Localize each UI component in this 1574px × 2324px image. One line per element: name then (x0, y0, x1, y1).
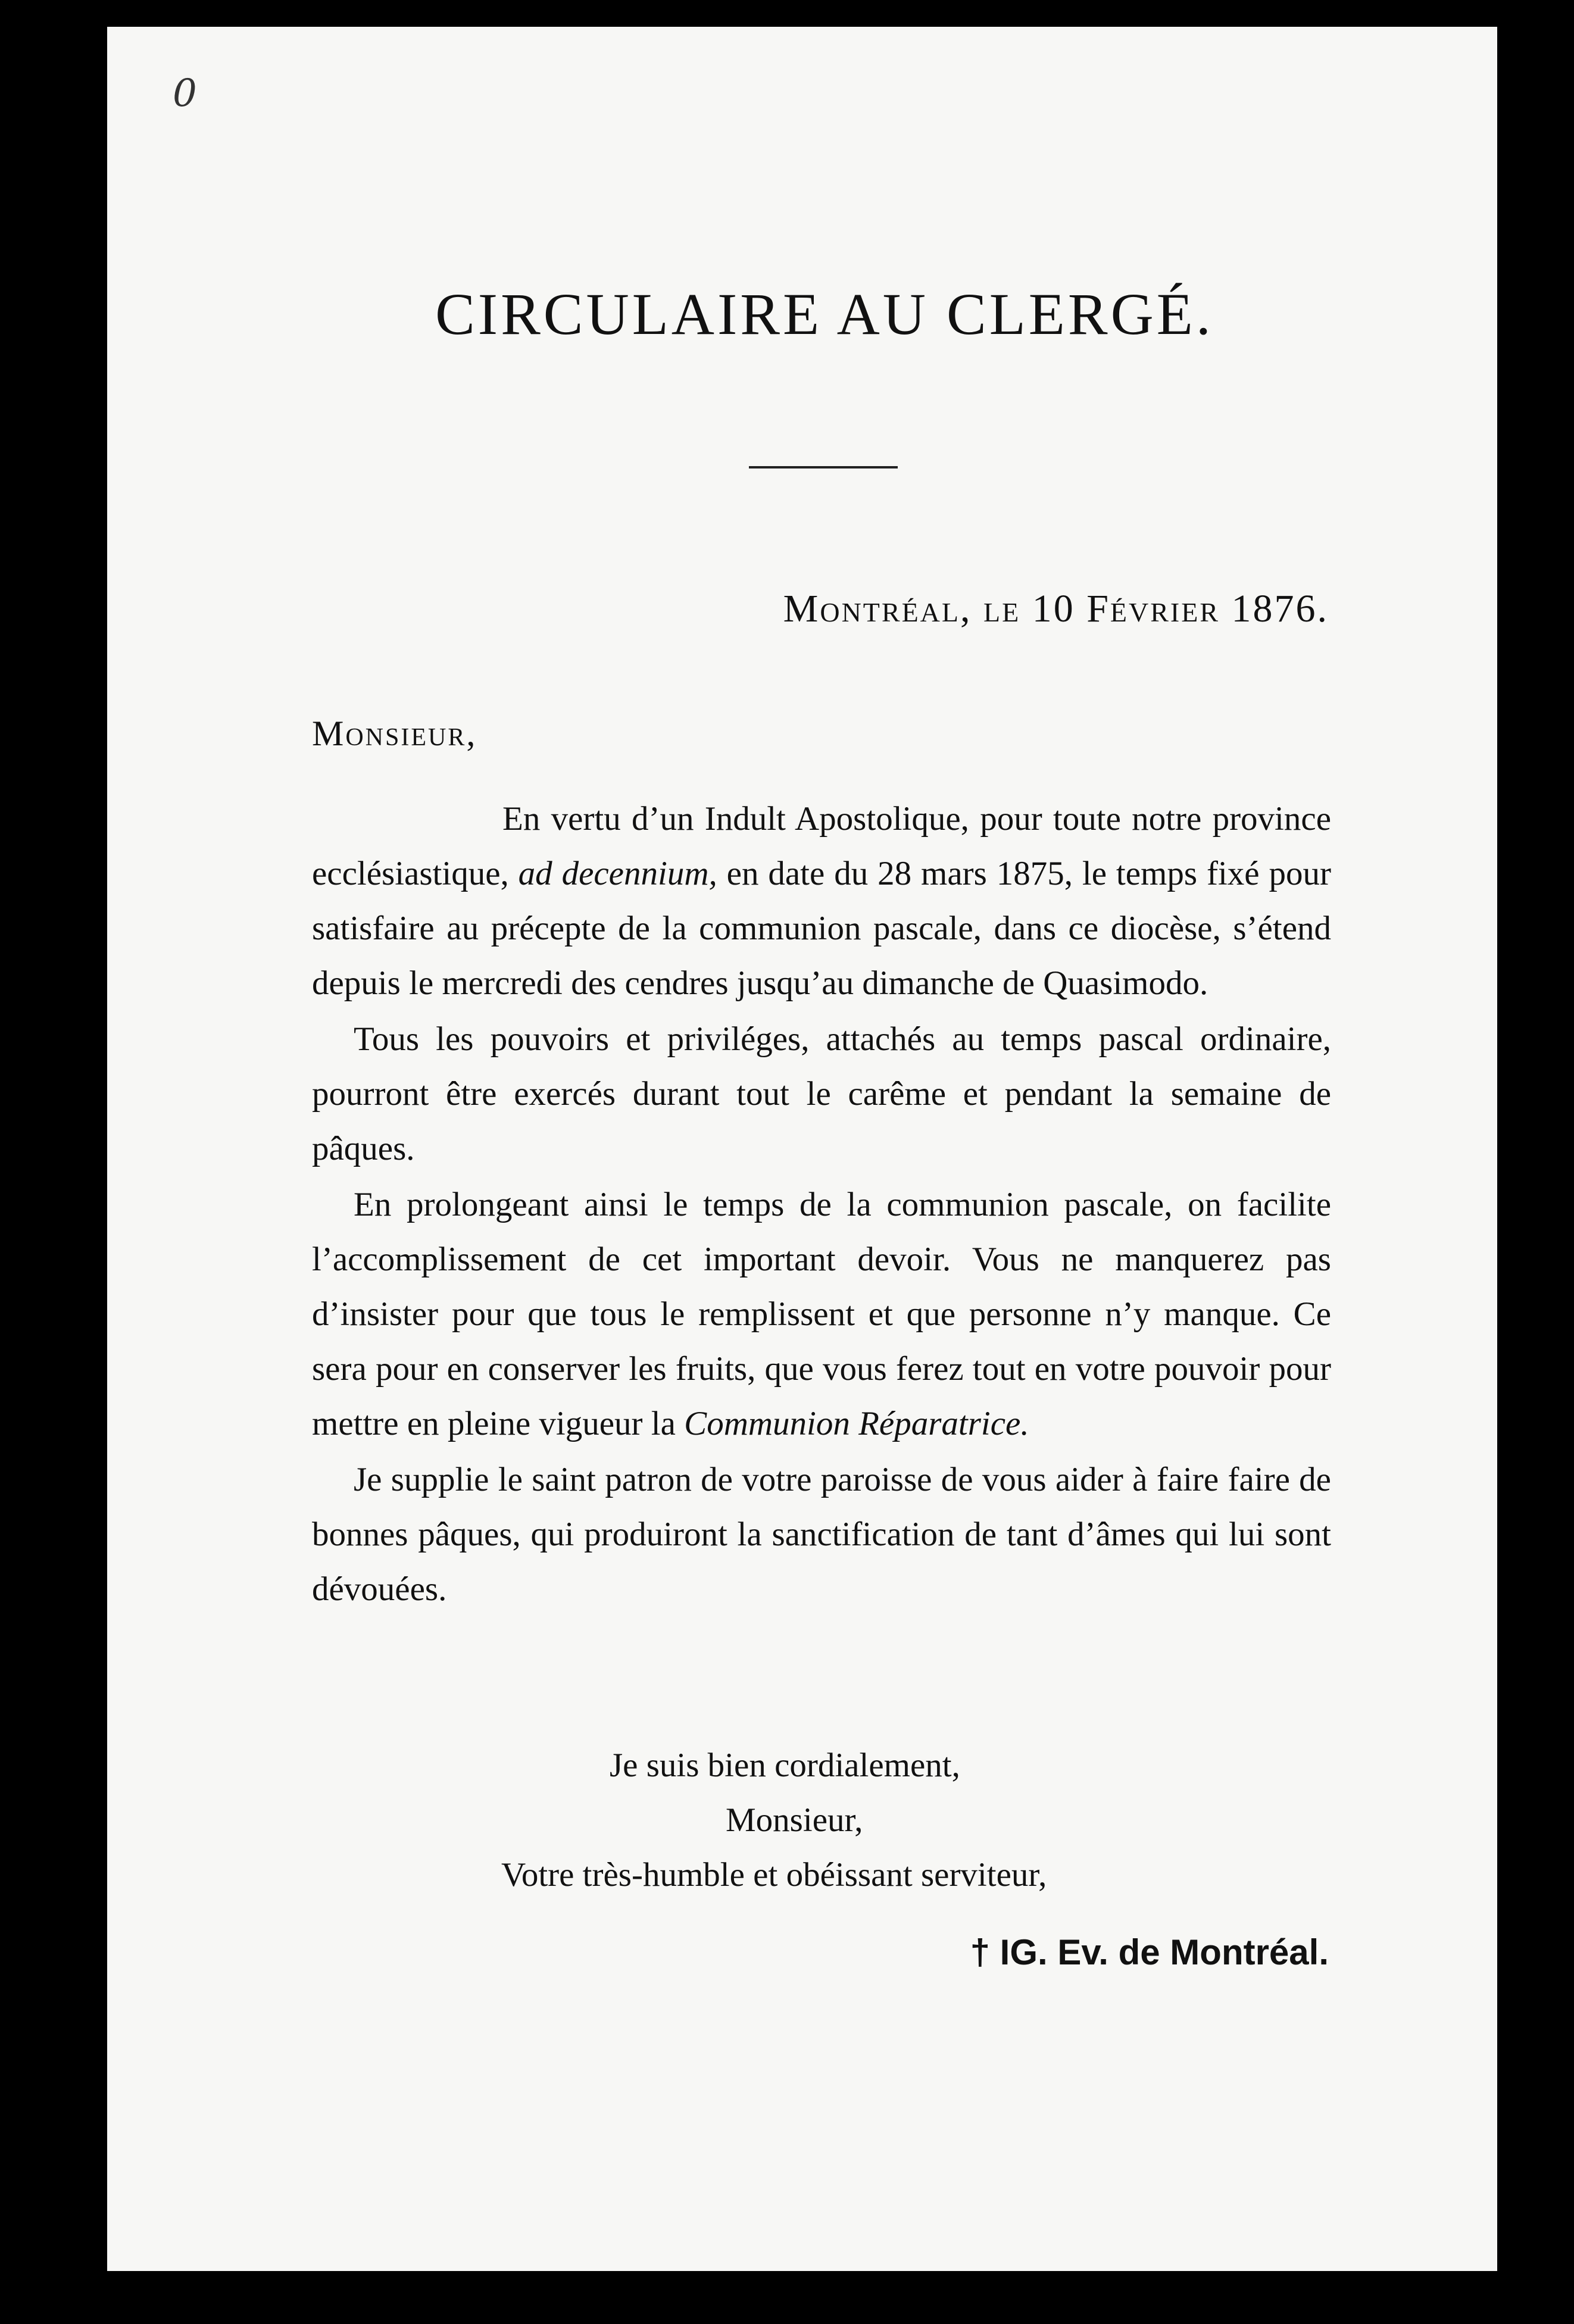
paragraph-text: en date du 28 mars 1875, le temps fixé pour satisfaire au précepte de la communion pascale, dans ce diocèse, s’étend depuis le mercredi des cendres jusqu’au dimanche de Quasimodo. (312, 855, 1331, 1002)
dateline: Montréal, le 10 Février 1876. (783, 587, 1329, 630)
communion-title: Communion Réparatrice. (684, 1405, 1029, 1442)
margin-mark: 0 (173, 71, 197, 115)
paragraph-supplie: Je supplie le saint patron de votre paroisse de vous aider à faire faire de bonnes pâques, qui produiront la sanctification de tant d’âmes qui lui sont dévouées. (312, 1461, 1331, 1608)
paragraph-text: En vertu d’un Indult Apostolique, pour toute notre province ecclésiastique, (312, 800, 1331, 892)
document-title: CIRCULAIRE AU CLERGÉ. (435, 281, 1214, 347)
paragraph-indult (312, 792, 1331, 1011)
closing-block (312, 1738, 1331, 1903)
latin-phrase: ad decennium, (518, 855, 717, 892)
paragraph-prolongeant (312, 1177, 1331, 1451)
closing-line: Je suis bien cordialement, (610, 1747, 960, 1784)
closing-line: Monsieur, (726, 1801, 863, 1839)
paragraph-text: En prolongeant ainsi le temps de la communion pascale, on facilite l’accomplissement de cet important devoir. Vous ne manquerez pas d’insister pour que tous le remplissent et que personne n’y manque. Ce sera pour en conserver les fruits, que vous ferez tout en votre pouvoir pour mettre en pleine vigueur la (312, 1186, 1331, 1442)
title-divider (749, 466, 898, 468)
closing-line: Votre très-humble et obéissant serviteur, (501, 1856, 1047, 1894)
letter-body (312, 792, 1331, 1617)
salutation: Monsieur, (312, 714, 477, 753)
signature: † IG. Ev. de Montréal. (970, 1932, 1329, 1972)
paragraph-pouvoirs: Tous les pouvoirs et priviléges, attachés au temps pascal ordinaire, pourront être exercés durant tout le carême et pendant la semaine de pâques. (312, 1020, 1331, 1167)
